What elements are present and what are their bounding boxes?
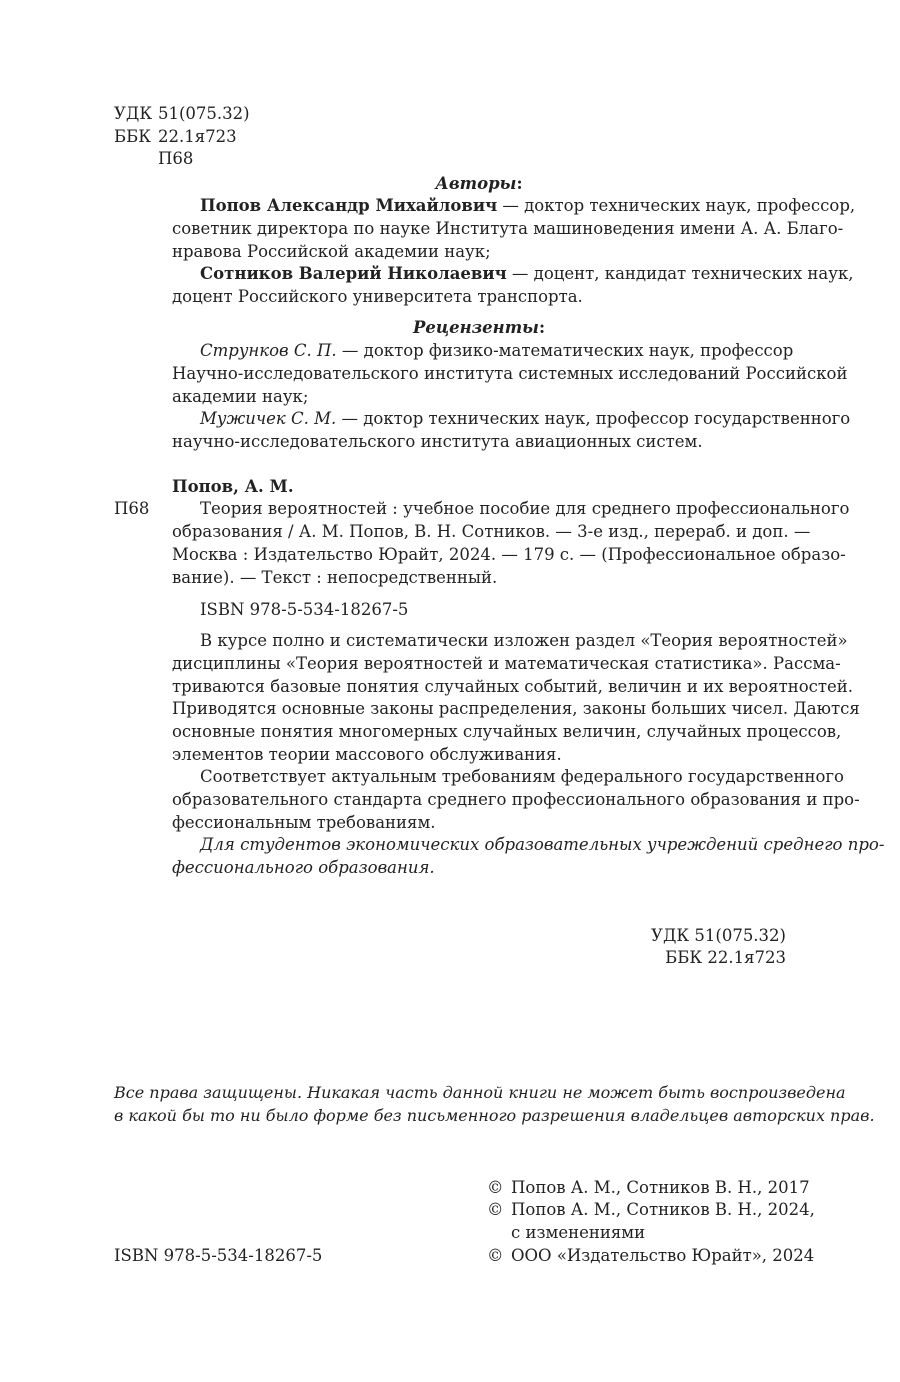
reviewer1-line1: Струнков С. П. — доктор физико-математических наук, профессор — [200, 341, 794, 360]
author1-line3: нравова Российской академии наук; — [172, 242, 491, 261]
annotation-p1-line4: Приводятся основные законы распределения, законы больших чисел. Даются — [172, 699, 860, 718]
footer-isbn: ISBN 978-5-534-18267-5 — [114, 1246, 323, 1265]
rights-line1: Все права защищены. Никакая часть данной книги не может быть воспроизведена — [114, 1083, 846, 1102]
reviewer1-line3: академии наук; — [172, 387, 309, 406]
rights-line2: в какой бы то ни было форме без письменного разрешения владельцев авторских прав. — [114, 1106, 875, 1125]
reviewer2-name: Мужичек С. М. — [200, 409, 337, 428]
udk-bottom: УДК 51(075.32) — [651, 926, 786, 945]
catalog-mark: П68 — [114, 499, 150, 518]
copyright-line-2b: с изменениями — [511, 1223, 646, 1242]
author-mark: П68 — [158, 149, 194, 168]
author2-line2: доцент Российского университета транспорта. — [172, 287, 583, 306]
bbk-label: ББК — [114, 127, 152, 146]
copyright-line-3: ООО «Издательство Юрайт», 2024 — [511, 1246, 815, 1265]
reviewers-heading: Рецензенты: — [412, 318, 546, 337]
copyright-symbol-2: © — [487, 1200, 504, 1219]
udk-label: УДК — [114, 104, 153, 123]
annotation-p1-line3: триваются базовые понятия случайных событий, величин и их вероятностей. — [172, 677, 854, 696]
author2-name: Сотников Валерий Николаевич — [200, 264, 507, 283]
catalog-line3: Москва : Издательство Юрайт, 2024. — 179 с. — (Профессиональное образо- — [172, 545, 846, 564]
bbk-bottom: ББК 22.1я723 — [665, 948, 786, 967]
annotation-p2-line1: Соответствует актуальным требованиям федерального государственного — [200, 767, 844, 786]
annotation-p1-line2: дисциплины «Теория вероятностей и математическая статистика». Рассма- — [172, 654, 841, 673]
annotation-p3-line2: фессионального образования. — [172, 858, 435, 877]
annotation-p1-line1: В курсе полно и систематически изложен раздел «Теория вероятностей» — [200, 631, 848, 650]
annotation-p2-line3: фессиональным требованиям. — [172, 813, 436, 832]
annotation-p2-line2: образовательного стандарта среднего профессионального образования и про- — [172, 790, 860, 809]
udk-value: 51(075.32) — [158, 104, 250, 123]
catalog-line4: вание). — Текст : непосредственный. — [172, 568, 498, 587]
reviewer1-line2: Научно-исследовательского института системных исследований Российской — [172, 364, 848, 383]
reviewer2-line2: научно-исследовательского института авиационных систем. — [172, 432, 703, 451]
copyright-line-1: Попов А. М., Сотников В. Н., 2017 — [511, 1178, 810, 1197]
reviewer2-line1: Мужичек С. М. — доктор технических наук, профессор государственного — [200, 409, 851, 428]
authors-heading: Авторы: — [435, 174, 523, 193]
copyright-symbol-3: © — [487, 1246, 504, 1265]
copyright-symbol-1: © — [487, 1178, 504, 1197]
annotation-p3-line1: Для студентов экономических образовательных учреждений среднего про- — [200, 835, 885, 854]
author1-name: Попов Александр Михайлович — [200, 196, 498, 215]
catalog-line2: образования / А. М. Попов, В. Н. Сотников. — 3-е изд., перераб. и доп. — — [172, 522, 811, 541]
catalog-line1: Теория вероятностей : учебное пособие для среднего профессионального — [200, 499, 850, 518]
bbk-value: 22.1я723 — [158, 127, 237, 146]
annotation-p1-line6: элементов теории массового обслуживания. — [172, 745, 562, 764]
catalog-heading: Попов, А. М. — [172, 477, 294, 496]
author1-line2: советник директора по науке Института машиноведения имени А. А. Благо- — [172, 219, 844, 238]
author2-line1: Сотников Валерий Николаевич — доцент, кандидат технических наук, — [200, 264, 854, 283]
annotation-p1-line5: основные понятия многомерных случайных величин, случайных процессов, — [172, 722, 842, 741]
reviewer1-name: Струнков С. П. — [200, 341, 337, 360]
author1-line1: Попов Александр Михайлович — доктор технических наук, профессор, — [200, 196, 856, 215]
copyright-line-2: Попов А. М., Сотников В. Н., 2024, — [511, 1200, 815, 1219]
catalog-isbn: ISBN 978-5-534-18267-5 — [200, 600, 409, 619]
